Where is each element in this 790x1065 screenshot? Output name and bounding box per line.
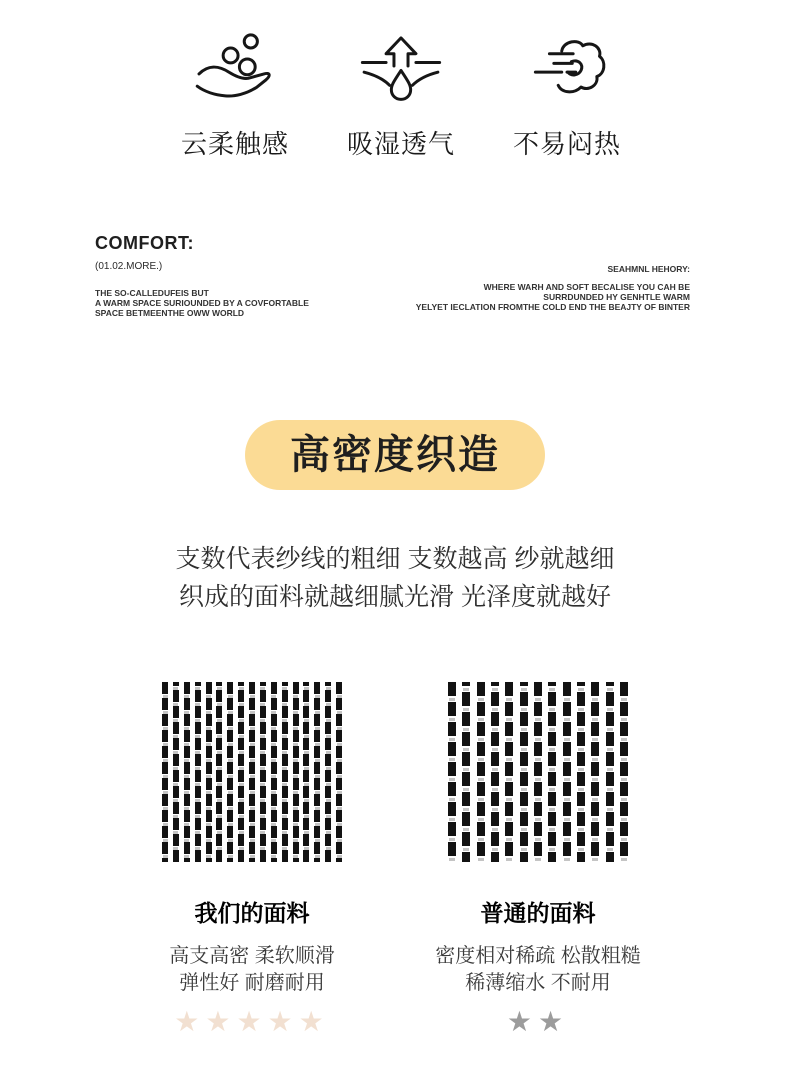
compare-desc-line: 高支高密 柔软顺滑 (169, 945, 335, 968)
weave-column (206, 682, 212, 862)
weave-column (448, 682, 456, 862)
fabric-compare-section (0, 682, 790, 1036)
weave-column (491, 682, 499, 852)
loose-weave-swatch (448, 682, 628, 862)
weave-column (534, 682, 542, 862)
weave-column (577, 682, 585, 852)
comfort-left-line: A WARM SPACE SURIOUNDED BY A COVFORTABLE (95, 297, 309, 308)
moisture-arrow-drop-icon (353, 30, 449, 102)
weave-column (591, 682, 599, 862)
feature-item-soft-touch (181, 30, 290, 161)
weave-column (184, 682, 190, 862)
star-icon: ★ (298, 1006, 330, 1038)
weave-column (271, 682, 277, 862)
comfort-section (0, 233, 790, 318)
compare-column-ordinary (418, 682, 658, 1036)
compare-desc-line: 弹性好 耐磨耐用 (179, 972, 325, 995)
feature-item-not-stuffy (513, 30, 622, 161)
compare-description (132, 943, 372, 997)
feature-label: 云柔触感 (181, 129, 290, 159)
weave-column (462, 682, 470, 852)
feature-label: 吸湿透气 (347, 129, 456, 159)
compare-title: 我们的面料 (194, 900, 310, 927)
star-rating (418, 1008, 658, 1036)
comfort-left-line: THE SO-CALLEDUFEIS BUT (95, 288, 209, 298)
star-icon: ★ (236, 1006, 268, 1038)
comfort-right-line: YELYET IECLATION FROMTHE COLD END THE BEAJTY OF BINTER (415, 301, 690, 312)
feature-row (12, 0, 790, 161)
comfort-left-block (95, 233, 309, 318)
weave-column (216, 682, 222, 854)
weave-column (162, 682, 168, 862)
weave-description (0, 540, 790, 616)
comfort-right-title: SEAHMNL HEHORY: (607, 264, 690, 274)
star-icon: ★ (174, 1006, 206, 1038)
weave-column (249, 682, 255, 862)
weave-column (227, 682, 233, 862)
comfort-right-block (416, 264, 690, 318)
feature-item-breathable (347, 30, 456, 161)
comfort-right-line: SURRDUNDED HY GENHTLE WARM (543, 291, 690, 302)
compare-column-ours (132, 682, 372, 1036)
weave-column (520, 682, 528, 852)
weave-column (282, 682, 288, 854)
star-icon: ★ (205, 1006, 237, 1038)
weave-column (293, 682, 299, 862)
comfort-title: COMFORT: (95, 233, 194, 253)
comfort-subtitle: (01.02.MORE.) (95, 261, 163, 272)
highlight-badge-wrap (0, 420, 790, 490)
weave-column (173, 682, 179, 854)
star-icon: ★ (267, 1006, 299, 1038)
weave-column (606, 682, 614, 852)
star-rating (132, 1008, 372, 1036)
compare-desc-line: 密度相对稀疏 松散粗糙 (435, 945, 641, 968)
weave-column (314, 682, 320, 862)
hand-bubbles-icon (187, 30, 283, 102)
wind-cloud-icon (519, 30, 615, 102)
weave-column (336, 682, 342, 862)
weave-description-line: 织成的面料就越细腻光滑 光泽度就越好 (179, 583, 611, 612)
weave-column (195, 682, 201, 854)
compare-title: 普通的面料 (480, 900, 596, 927)
comfort-left-line: SPACE BETMEENTHE OWW WORLD (95, 307, 245, 318)
feature-label: 不易闷热 (513, 129, 622, 159)
weave-column (477, 682, 485, 862)
weave-column (620, 682, 628, 862)
star-icon: ★ (538, 1006, 570, 1038)
comfort-left-paragraph (95, 289, 309, 318)
high-density-badge: 高密度织造 (245, 420, 545, 490)
weave-column (260, 682, 266, 854)
weave-column (325, 682, 331, 854)
weave-column (505, 682, 513, 862)
dense-weave-swatch (162, 682, 342, 862)
weave-column (303, 682, 309, 854)
weave-column (563, 682, 571, 862)
weave-column (238, 682, 244, 854)
comfort-right-paragraph (416, 283, 690, 312)
compare-desc-line: 稀薄缩水 不耐用 (465, 972, 611, 995)
weave-column (548, 682, 556, 852)
compare-description (418, 943, 658, 997)
comfort-right-line: WHERE WARH AND SOFT BECALISE YOU CAH BE (483, 282, 690, 292)
star-icon: ★ (506, 1006, 538, 1038)
weave-description-line: 支数代表纱线的粗细 支数越高 纱就越细 (175, 545, 615, 574)
